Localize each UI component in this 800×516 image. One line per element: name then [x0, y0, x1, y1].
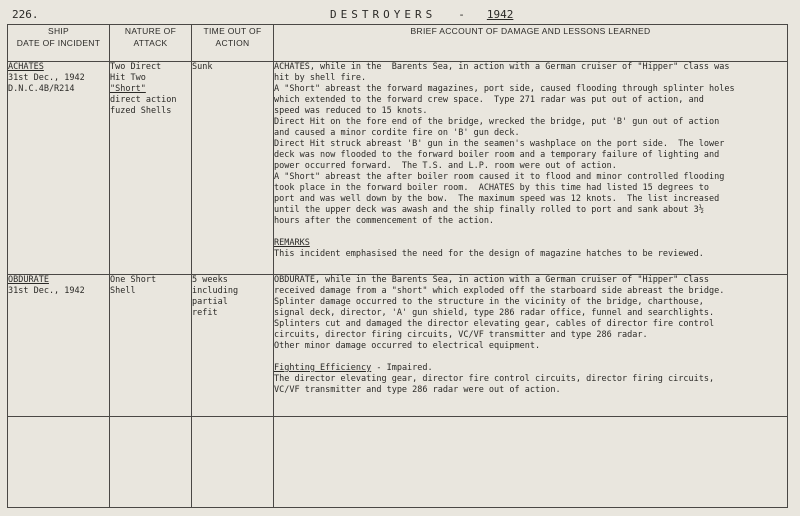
empty-cell: [274, 417, 788, 508]
empty-cell: [192, 417, 274, 508]
account-cell: [274, 275, 788, 417]
account-line: port and was well down by the bow. The maximum speed was 12 knots. The list increased: [274, 194, 720, 204]
account-line: power occurred forward. The T.S. and L.P. room were out of action.: [274, 161, 617, 171]
time-out-line: including: [192, 286, 239, 296]
account-line: until the upper deck was awash and the ship finally rolled to port and sank about 3½: [274, 205, 704, 215]
time-out-line: Sunk: [192, 62, 213, 72]
header-row: [8, 25, 788, 62]
account-line: signal deck, director, 'A' gun shield, type 286 radar office, funnel and searchlights.: [274, 308, 715, 318]
page-year: 1942: [486, 8, 514, 21]
reference-number: D.N.C.4B/R214: [8, 84, 75, 94]
account-line: deck was now flooded to the forward boiler room and a temporary failure of lighting and: [274, 150, 720, 160]
header-time-out-of-action: TIME OUT OF ACTION: [192, 25, 274, 62]
incident-date: 31st Dec., 1942: [8, 286, 85, 296]
account-line: A "Short" abreast the forward magazines, port side, caused flooding through splinter holes: [274, 84, 735, 94]
time-out-cell: [192, 62, 274, 275]
efficiency-status: - Impaired.: [371, 363, 433, 373]
efficiency-line: The director elevating gear, director fire control circuits, director firing circuits,: [274, 374, 715, 384]
page-title-text: DESTROYERS: [330, 8, 437, 21]
account-line: OBDURATE, while in the Barents Sea, in action with a German cruiser of "Hipper" class: [274, 275, 709, 285]
ship-cell: [8, 62, 110, 275]
efficiency-line: VC/VF transmitter and type 286 radar were out of action.: [274, 385, 561, 395]
attack-line: fuzed Shells: [110, 106, 172, 116]
table-row-obdurate: [8, 275, 788, 417]
header-brief-account: BRIEF ACCOUNT OF DAMAGE AND LESSONS LEARNED: [274, 25, 788, 62]
time-out-cell: [192, 275, 274, 417]
account-line: received damage from a "short" which exploded off the starboard side abreast the bridge.: [274, 286, 725, 296]
account-line: took place in the forward boiler room. ACHATES by this time had listed 15 degrees to: [274, 183, 709, 193]
account-line: and caused a minor cordite fire on 'B' gun deck.: [274, 128, 520, 138]
attack-line: One Short: [110, 275, 157, 285]
header-ship-date: SHIP DATE OF INCIDENT: [8, 25, 110, 62]
page-number: 226.: [12, 8, 39, 21]
damage-report-table: [7, 24, 788, 508]
account-line: hours after the commencement of the action.: [274, 216, 495, 226]
remarks-text: This incident emphasised the need for the design of magazine hatches to be reviewed.: [274, 249, 704, 259]
attack-line: direct action: [110, 95, 177, 105]
account-line: hit by shell fire.: [274, 73, 367, 83]
efficiency-heading-label: Fighting Efficiency: [274, 363, 372, 373]
remarks-heading: REMARKS: [274, 238, 310, 248]
ship-name: OBDURATE: [8, 275, 49, 285]
account-cell: [274, 62, 788, 275]
time-out-line: partial: [192, 297, 228, 307]
table-row-empty: [8, 417, 788, 508]
attack-cell: [110, 275, 192, 417]
attack-line: Two Direct: [110, 62, 162, 72]
account-line: circuits, director firing circuits, VC/VF transmitter and type 286 radar.: [274, 330, 648, 340]
account-line: speed was reduced to 15 knots.: [274, 106, 428, 116]
attack-line: Shell: [110, 286, 136, 296]
ship-name: ACHATES: [8, 62, 44, 72]
incident-date: 31st Dec., 1942: [8, 73, 85, 83]
account-line: Other minor damage occurred to electrical equipment.: [274, 341, 541, 351]
empty-cell: [8, 417, 110, 508]
account-line: which extended to the forward crew space. Type 271 radar was put out of action, and: [274, 95, 704, 105]
account-line: A "Short" abreast the after boiler room caused it to flood and minor controlled flooding: [274, 172, 725, 182]
attack-cell: [110, 62, 192, 275]
empty-cell: [110, 417, 192, 508]
account-line: Direct Hit struck abreast 'B' gun in the seamen's washplace on the port side. The lower: [274, 139, 725, 149]
account-line: Splinters cut and damaged the director elevating gear, cables of director fire control: [274, 319, 715, 329]
account-line: Direct Hit on the fore end of the bridge, wrecked the bridge, put 'B' gun out of action: [274, 117, 720, 127]
ship-cell: [8, 275, 110, 417]
time-out-line: refit: [192, 308, 218, 318]
time-out-line: 5 weeks: [192, 275, 228, 285]
title-separator: -: [458, 8, 465, 21]
account-line: Splinter damage occurred to the structure in the vicinity of the bridge, charthouse,: [274, 297, 704, 307]
account-line: ACHATES, while in the Barents Sea, in action with a German cruiser of "Hipper" class was: [274, 62, 730, 72]
table-row-achates: [8, 62, 788, 275]
header-nature-of-attack: NATURE OF ATTACK: [110, 25, 192, 62]
page-title: [330, 8, 513, 21]
attack-line: "Short": [110, 84, 146, 94]
efficiency-heading: [274, 363, 787, 374]
attack-line: Hit Two: [110, 73, 146, 83]
